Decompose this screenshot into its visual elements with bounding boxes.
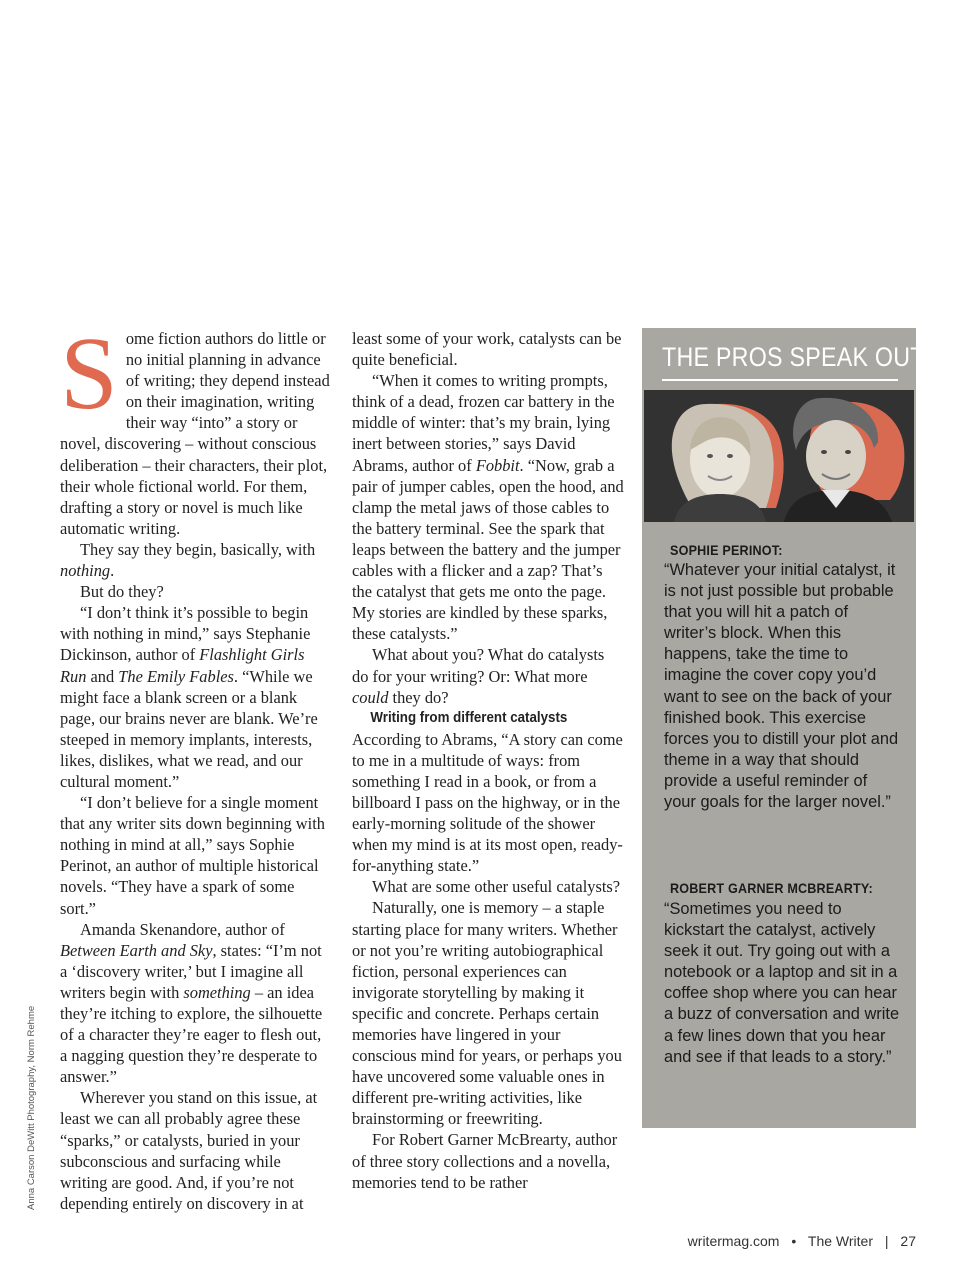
article-paragraph: According to Abrams, “A story can come to me in a multitude of ways: from something I read in a book, or from a billboard I pass on the highway, or in the early-morning solitude of the shower when my mind is at its most open, ready-for-anything state.” bbox=[352, 729, 623, 876]
article-paragraph: What about you? What do catalysts do for your writing? Or: What more could they do? bbox=[352, 645, 605, 707]
sidebar-title: THE PROS SPEAK OUT bbox=[662, 342, 925, 372]
pro-quote: “Sometimes you need to kickstart the catalyst, actively seek it out. Try going out with a notebook or a laptop and sit in a coffee shop where you can hear a buzz of conversation and write a few lines down that you hear and see if that leads to a story.” bbox=[664, 900, 900, 1066]
article-column-1 bbox=[60, 316, 332, 1214]
author-portraits-image bbox=[644, 390, 914, 522]
article-paragraph: For Robert Garner McBrearty, author of three story collections and a novella, memories tend to be rather bbox=[352, 1130, 618, 1192]
page-number: 27 bbox=[900, 1233, 916, 1249]
sidebar-divider bbox=[662, 379, 898, 381]
article-paragraph: Wherever you stand on this issue, at least we can all probably agree these “sparks,” or catalysts, buried in your subconscious and surfacing while writing are good. And, if you’re not depending entirely on discovery in at bbox=[60, 1088, 318, 1213]
pro-quote: “Whatever your initial catalyst, it is not just possible but probable that you will hit a patch of writer’s block. When this happens, take the time to imagine the cover copy you’d want to see on the back of your finished book. This exercise forces you to distill your plot and theme in a way that should provide a useful reminder of your goals for the larger novel.” bbox=[664, 561, 899, 812]
author-photos bbox=[644, 390, 914, 522]
pro-name: ROBERT GARNER MCBREARTY: bbox=[670, 880, 873, 896]
article-paragraph: Naturally, one is memory – a staple starting place for many writers. Whether or not you’re writing autobiographical fiction, personal experiences can invigorate storytelling by making it specific and concrete. Perhaps certain memories have lingered in your conscious mind for years, or perhaps you have uncovered some valuable ones in different pre-writing activities, like brainstorming or freewriting. bbox=[352, 898, 622, 1129]
page-footer bbox=[688, 1233, 916, 1249]
section-subhead: Writing from different catalysts bbox=[370, 709, 568, 726]
portrait-sophie-perinot bbox=[672, 404, 784, 522]
article-paragraph: What are some other useful catalysts? bbox=[372, 877, 621, 897]
article-paragraph: But do they? bbox=[80, 582, 164, 602]
article-paragraph: “I don’t think it’s possible to begin with nothing in mind,” says Stephanie Dickinson, author of Flashlight Girls Run and The Emily Fables. “While we might face a blank screen or a blank page, our brains never are blank. We’re steeped in memory implants, interests, likes, dislikes, what we read, and our cultural moment.” bbox=[60, 603, 318, 791]
article-paragraph: They say they begin, basically, with nothing. bbox=[60, 539, 316, 581]
article-paragraph: “When it comes to writing prompts, think of a dead, frozen car battery in the middle of winter: that’s my brain, lying inert between stories,” says David Abrams, author of Fobbit. “Now, grab a pair of jumper cables, open the hood, and clamp the metal jaws of those cables to the battery terminal. See the spark that leaps between the battery and the jumper cables with a flicker and a zap? That’s the catalyst that gets me onto the page. My stories are kindled by these sparks, these catalysts.” bbox=[352, 371, 624, 644]
article-column-2 bbox=[352, 328, 624, 1193]
pros-sidebar bbox=[642, 328, 925, 1128]
footer-site-link[interactable]: writermag.com bbox=[687, 1233, 780, 1249]
photo-credit: Anna Carson DeWitt Photography, Norm Rehme bbox=[26, 1005, 37, 1210]
footer-divider: | bbox=[884, 1233, 889, 1249]
footer-bullet: • bbox=[791, 1233, 797, 1249]
drop-cap: S bbox=[60, 316, 118, 431]
article-paragraph: least some of your work, catalysts can be quite beneficial. bbox=[352, 329, 622, 370]
article-paragraph: Some fiction authors do little or no initial planning in advance of writing; they depend instead on their imagination, writing their way “into” a story or novel, discovering – without conscious deliberation – their characters, their plot, their whole fictional world. For them, drafting a story or novel is much like automatic writing. bbox=[60, 316, 330, 538]
article-paragraph: Amanda Skenandore, author of Between Earth and Sky, states: “I’m not a ‘discovery writer,’ but I imagine all writers begin with something – an idea they’re itching to explore, the silhouette of a character they’re eager to flesh out, a nagging question they’re desperate to answer.” bbox=[60, 919, 323, 1087]
footer-magazine-name: The Writer bbox=[807, 1233, 873, 1249]
pro-name: SOPHIE PERINOT: bbox=[670, 542, 783, 558]
article-paragraph: “I don’t believe for a single moment that any writer sits down beginning with nothing in mind at all,” says Sophie Perinot, an author of multiple historical novels. “They have a spark of some sort.” bbox=[60, 793, 325, 918]
